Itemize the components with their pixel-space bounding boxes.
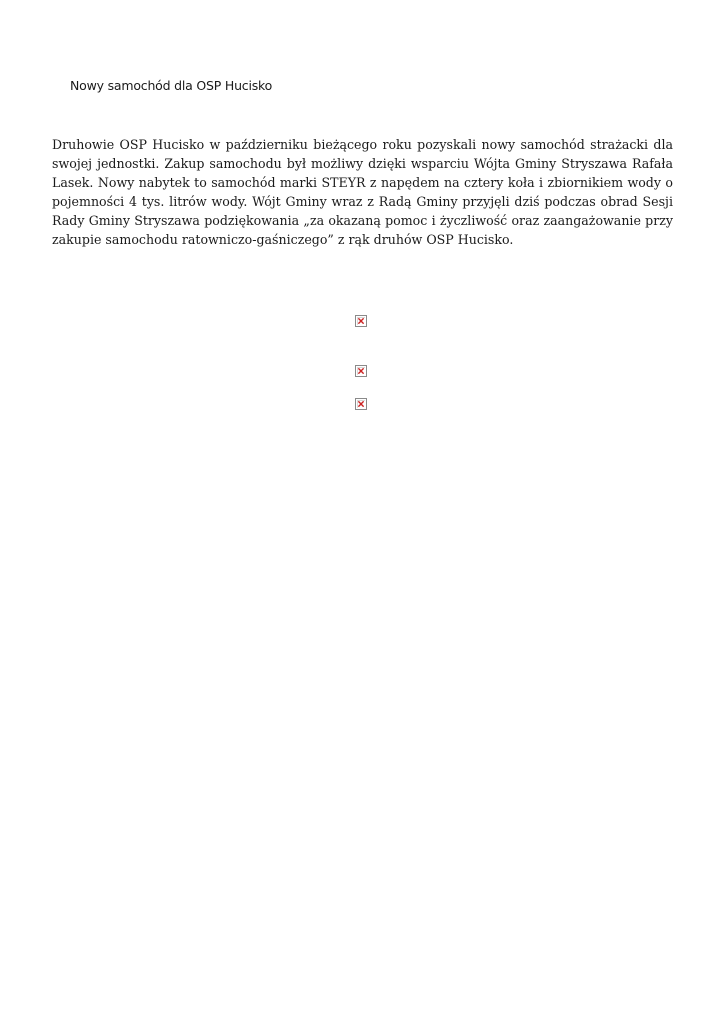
broken-image-icon — [355, 398, 367, 410]
broken-image-icon — [355, 365, 367, 377]
broken-image-icon — [355, 315, 367, 327]
article-body: Druhowie OSP Hucisko w październiku bieżącego roku pozyskali nowy samochód strażacki dla swojej jednostki. Zakup samochodu był możliwy dzięki wsparciu Wójta Gminy Stryszawa Rafała Lasek. Nowy nabytek to samochód marki STEYR z napędem na cztery koła i zbiornikiem wody o pojemności 4 tys. litrów wody. Wójt Gminy wraz z Radą Gminy przyjęli dziś podczas obrad Sesji Rady Gminy Stryszawa podziękowania „za okazaną pomoc i życzliwość oraz zaangażowanie przy zakupie samochodu ratowniczo-gaśniczego” z rąk druhów OSP Hucisko. — [52, 137, 673, 247]
page-title: Nowy samochód dla OSP Hucisko — [70, 78, 273, 93]
